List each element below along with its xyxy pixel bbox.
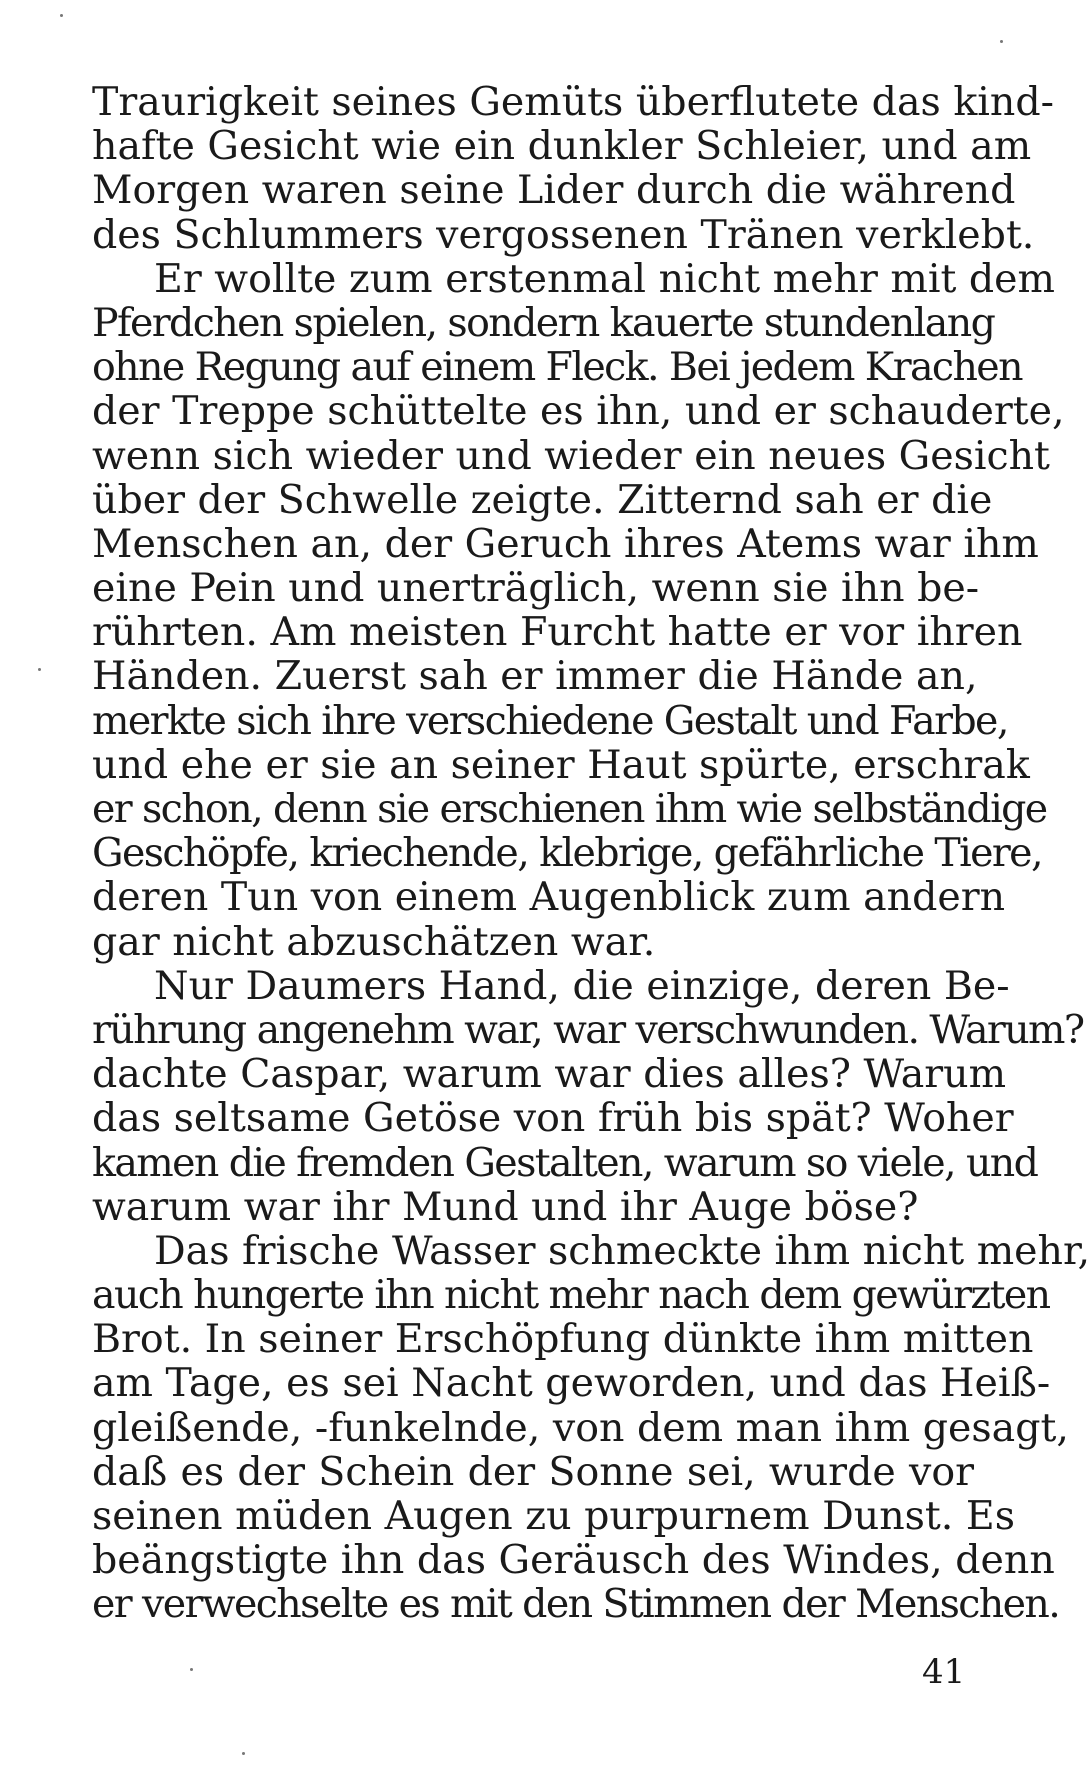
- text-line: hafte Gesicht wie ein dunkler Schleier, und am: [92, 123, 1032, 170]
- text-line: merkte sich ihre verschiedene Gestalt und Farbe,: [92, 697, 1008, 744]
- text-line: er verwechselte es mit den Stimmen der Menschen.: [92, 1581, 1060, 1628]
- text-line: eine Pein und unerträglich, wenn sie ihn be-: [92, 565, 980, 612]
- text-line: dachte Caspar, warum war dies alles? Warum: [92, 1051, 1007, 1098]
- paper-speck: [38, 668, 41, 671]
- text-line: gleißende, -funkelnde, von dem man ihm gesagt,: [92, 1404, 1069, 1451]
- text-line: Traurigkeit seines Gemüts überflutete das kind-: [92, 79, 1054, 125]
- text-line: Menschen an, der Geruch ihres Atems war ihm: [92, 520, 1039, 567]
- paragraph-first-line: Das frische Wasser schmeckte ihm nicht mehr,: [154, 1227, 1090, 1274]
- text-line: warum war ihr Mund und ihr Auge böse?: [92, 1183, 919, 1230]
- paragraph-first-line: Nur Daumers Hand, die einzige, deren Be-: [154, 962, 1010, 1009]
- text-line: am Tage, es sei Nacht geworden, und das Heiß-: [92, 1360, 1051, 1407]
- text-line: ohne Regung auf einem Fleck. Bei jedem Krachen: [92, 344, 1022, 391]
- text-line: rührten. Am meisten Furcht hatte er vor ihren: [92, 609, 1023, 656]
- text-line: rührung angenehm war, war verschwunden. Warum?: [92, 1006, 1084, 1053]
- text-line: er schon, denn sie erschienen ihm wie selbständige: [92, 786, 1047, 832]
- text-line: das seltsame Getöse von früh bis spät? Woher: [92, 1095, 1014, 1142]
- text-line: daß es der Schein der Sonne sei, wurde vor: [92, 1448, 974, 1495]
- text-line: über der Schwelle zeigte. Zitternd sah er die: [92, 476, 993, 523]
- paper-speck: [60, 14, 63, 17]
- text-line: Brot. In seiner Erschöpfung dünkte ihm mitten: [92, 1316, 1034, 1363]
- text-line: Geschöpfe, kriechende, klebrige, gefährliche Tiere,: [92, 830, 1042, 877]
- text-line: wenn sich wieder und wieder ein neues Gesicht: [92, 432, 1050, 479]
- text-line: seinen müden Augen zu purpurnem Dunst. Es: [92, 1493, 1016, 1539]
- text-line: und ehe er sie an seiner Haut spürte, erschrak: [92, 741, 1030, 788]
- text-line: der Treppe schüttelte es ihn, und er schauderte,: [92, 388, 1065, 435]
- page-number: 41: [922, 1652, 966, 1692]
- paper-speck: [190, 1668, 193, 1671]
- text-line: auch hungerte ihn nicht mehr nach dem gewürzten: [92, 1272, 1050, 1319]
- body-text: [92, 79, 1090, 1628]
- paper-speck: [1000, 40, 1003, 43]
- text-line: des Schlummers vergossenen Tränen verklebt.: [92, 211, 1035, 258]
- text-line: beängstigte ihn das Geräusch des Windes, denn: [92, 1537, 1055, 1584]
- text-line: Morgen waren seine Lider durch die während: [92, 167, 1016, 214]
- text-line: Pferdchen spielen, sondern kauerte stundenlang: [92, 299, 995, 346]
- text-line: Händen. Zuerst sah er immer die Hände an,: [92, 653, 978, 700]
- text-line: deren Tun von einem Augenblick zum andern: [92, 874, 1006, 921]
- paragraph-first-line: Er wollte zum erstenmal nicht mehr mit dem: [154, 255, 1056, 302]
- text-line: gar nicht abzuschätzen war.: [92, 918, 656, 965]
- text-line: kamen die fremden Gestalten, warum so viele, und: [92, 1139, 1038, 1186]
- paper-speck: [242, 1752, 245, 1755]
